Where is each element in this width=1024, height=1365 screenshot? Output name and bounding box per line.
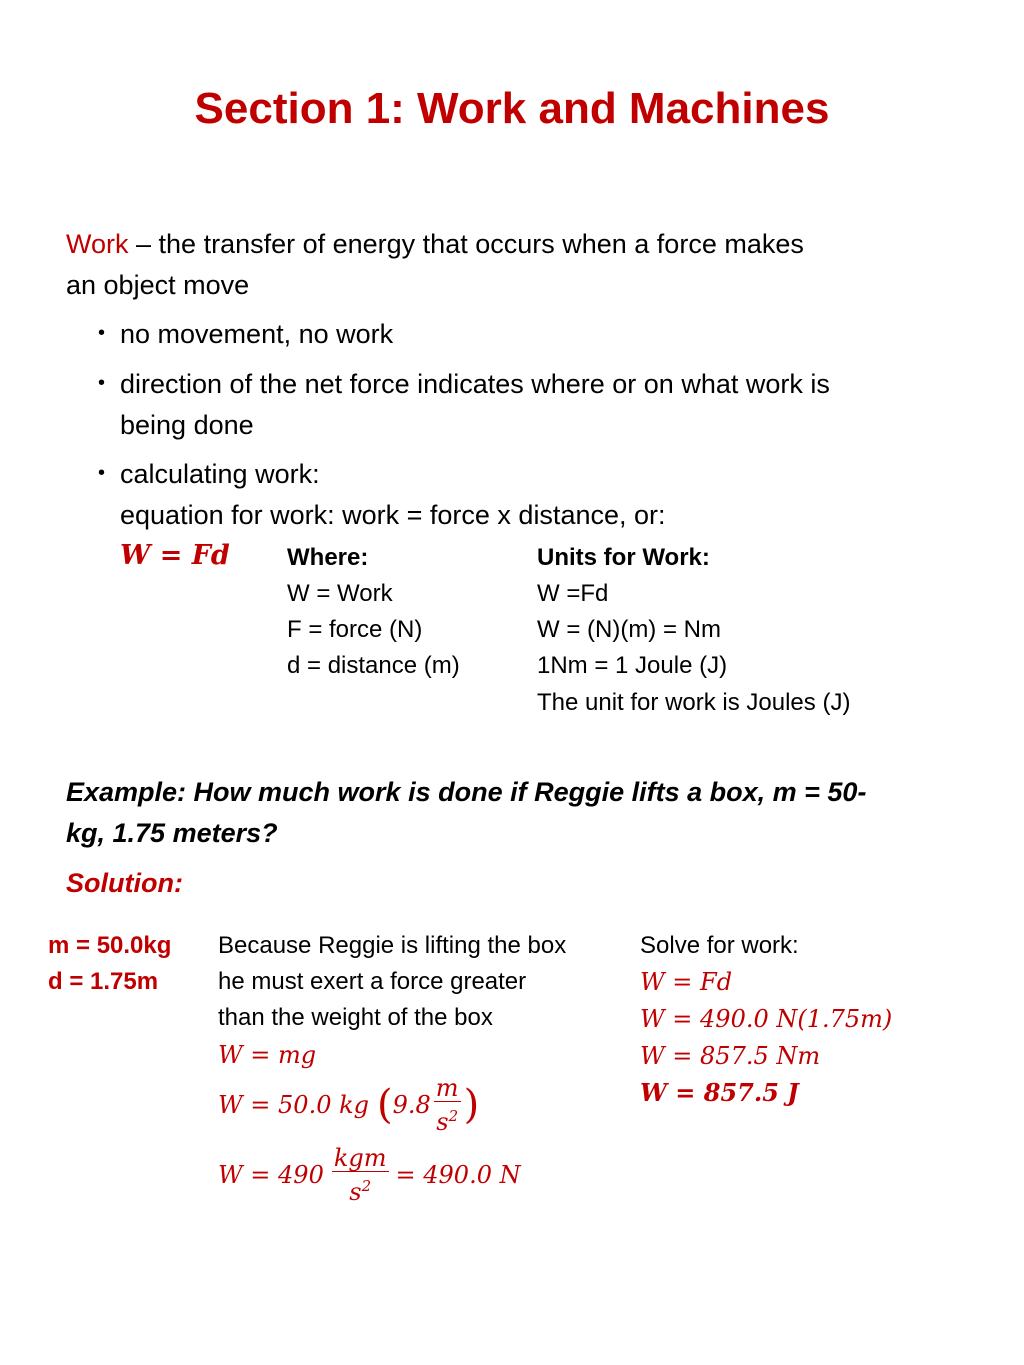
where-line: F = force (N) — [287, 616, 423, 643]
fraction-numerator: m — [435, 1073, 459, 1102]
work-formula: W = Fd — [120, 540, 230, 571]
right-paren-icon: ) — [463, 1082, 480, 1128]
fraction-denominator: $s^2$ — [332, 1171, 389, 1206]
unit-fraction — [332, 1145, 389, 1206]
explanation-line: Because Reggie is lifting the box — [218, 932, 567, 959]
where-line: d = distance (m) — [287, 652, 460, 679]
page-title: Section 1: Work and Machines — [194, 84, 830, 133]
solve-heading: Solve for work: — [640, 932, 799, 959]
bullet-icon: • — [98, 322, 106, 344]
force-result — [218, 1140, 521, 1210]
weight-equation: W = mg — [218, 1041, 317, 1069]
solve-line: W = 490.0 N(1.75m) — [640, 1005, 893, 1033]
where-line: W = Work — [287, 580, 393, 607]
explanation-line: he must exert a force greater — [218, 968, 527, 995]
example-question-line1: Example: How much work is done if Reggie lifts a box, m = 50- — [66, 777, 867, 807]
units-heading: Units for Work: — [537, 544, 710, 571]
fraction-denominator: $s^2$ — [434, 1101, 461, 1136]
weight-calculation — [218, 1070, 479, 1140]
solve-answer: W = 857.5 J — [640, 1078, 799, 1107]
left-paren-icon: ( — [377, 1082, 393, 1128]
units-line: The unit for work is Joules (J) — [537, 689, 851, 716]
bullet-1-line1: no movement, no work — [120, 319, 394, 349]
example-question-line2: kg, 1.75 meters? — [66, 818, 278, 848]
force-result-right: = 490.0 N — [395, 1161, 521, 1189]
solve-line: W = 857.5 Nm — [640, 1042, 821, 1070]
definition-text-line2: an object move — [66, 270, 250, 300]
given-distance: d = 1.75m — [48, 968, 159, 995]
weight-calc-coef: 9.8 — [392, 1091, 431, 1119]
bullet-icon: • — [98, 462, 106, 484]
definition-term: Work — [66, 229, 129, 259]
explanation-line: than the weight of the box — [218, 1004, 493, 1031]
units-line: W = (N)(m) = Nm — [537, 616, 721, 643]
definition-text-line1: – the transfer of energy that occurs when a force makes — [128, 229, 804, 259]
bullet-icon: • — [98, 372, 106, 394]
bullet-2-line1: direction of the net force indicates where or on what work is — [120, 369, 830, 399]
acceleration-fraction — [434, 1075, 461, 1136]
work-definition — [66, 224, 804, 265]
bullet-2-line2: being done — [120, 410, 254, 440]
bullet-3-line1: calculating work: — [120, 459, 320, 489]
solve-line: W = Fd — [640, 968, 733, 996]
force-result-left: W = 490 — [218, 1161, 324, 1189]
weight-calc-left: W = 50.0 kg — [218, 1091, 370, 1119]
where-heading: Where: — [287, 544, 369, 571]
units-line: 1Nm = 1 Joule (J) — [537, 652, 728, 679]
given-mass: m = 50.0kg — [48, 932, 172, 959]
bullet-3-line2: equation for work: work = force x distance, or: — [120, 500, 666, 530]
fraction-numerator: kgm — [333, 1143, 387, 1172]
units-line: W =Fd — [537, 580, 609, 607]
solution-label: Solution: — [66, 868, 183, 898]
